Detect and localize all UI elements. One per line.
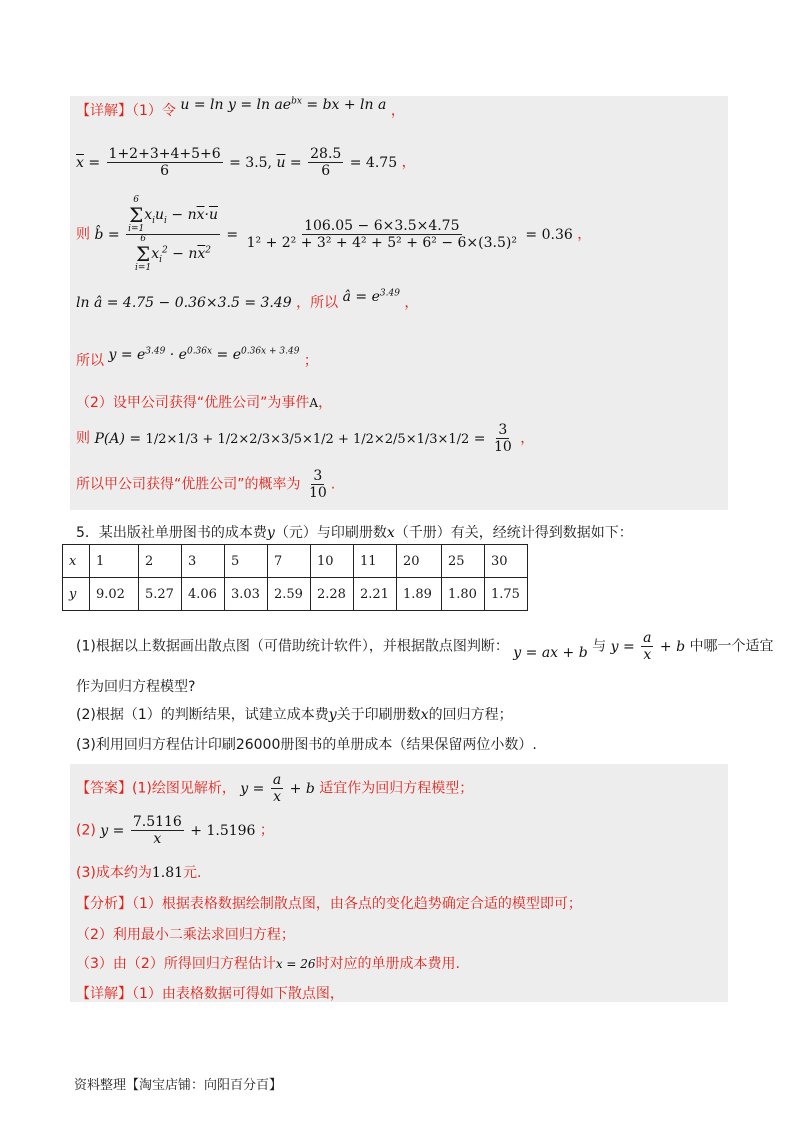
table-cell: 25: [442, 545, 485, 578]
table-cell: 10: [311, 545, 354, 578]
probability-expression: 1/2×1/3 + 1/2×2/3×3/5×1/2 + 1/2×2/5×1/3×1/2: [145, 431, 470, 447]
question-1-cont: [76, 676, 195, 696]
sum-symbol: 6 Σ i=1: [128, 195, 145, 234]
table-cell: 5.27: [139, 578, 182, 611]
solution-line-6: [76, 392, 332, 412]
numerator: a: [643, 630, 652, 646]
table-cell: 3.03: [225, 578, 268, 611]
table-cell: 7: [268, 545, 311, 578]
u-bar: $\overline{u}$: [276, 154, 286, 171]
question-3: [76, 734, 537, 754]
formula-part: u = ln y = ln ae: [180, 97, 292, 113]
fraction: [307, 468, 329, 501]
punct: ；: [303, 353, 318, 369]
formula-sup: 0.36x: [186, 346, 213, 357]
var-x: x: [386, 525, 395, 541]
fraction: [308, 146, 343, 179]
analysis-text: （3）由（2）所得回归方程估计: [76, 956, 276, 972]
table-cell: 9.02: [90, 578, 139, 611]
text-suoyi: 所以: [76, 353, 104, 369]
part2-text: （2）设甲公司获得“优胜公司”为事件: [76, 395, 310, 411]
formula-part: + 1.5196: [185, 822, 256, 839]
denominator: 6: [321, 163, 331, 179]
data-table: [62, 544, 528, 611]
fraction: [492, 422, 514, 455]
answer-text: 适宜作为回归方程模型；: [319, 780, 474, 797]
formula-part: − n: [167, 246, 198, 262]
formula-sup: 3.49: [379, 288, 400, 299]
question-text: (2)根据（1）的判断结果，试建立成本费: [76, 707, 329, 723]
fraction: [107, 146, 223, 179]
table-cell: 1.89: [397, 578, 442, 611]
ln-a-formula: ln â = 4.75 − 0.36×3.5 = 3.49: [76, 295, 292, 311]
formula-sup: 0.36x + 3.49: [241, 346, 300, 357]
solution-line-3: [76, 196, 591, 273]
text-suoyi: ，所以: [296, 295, 339, 311]
solution-line-1: [76, 96, 405, 120]
numerator: 3: [313, 468, 323, 484]
detail-text: 【详解】（1）由表格数据可得如下散点图，: [76, 986, 344, 1002]
answer-text: 元.: [183, 865, 202, 881]
sum-bottom: i=1: [135, 263, 152, 273]
solution-line-4: [76, 288, 419, 312]
analysis-text: 时对应的单册成本费用.: [315, 956, 461, 972]
denominator: 1² + 2² + 3² + 4² + 5² + 6² − 6×(3.5)²: [246, 235, 517, 251]
fraction: [271, 772, 283, 805]
formula-u: [180, 97, 390, 113]
formula-part: y =: [100, 822, 129, 839]
model-inverse: [610, 630, 686, 663]
text-ze: 则: [76, 226, 90, 243]
formula-part: = 3.5,: [224, 154, 277, 171]
detail-2: [76, 983, 344, 1003]
var-y: y: [266, 525, 275, 541]
denominator: x: [643, 647, 652, 663]
formula-part: + b: [285, 780, 315, 797]
denominator: x: [153, 831, 162, 847]
answer-equation: [100, 814, 256, 847]
probability-formula: P(A) = 1/2×1/3 + 1/2×2/3×3/5×1/2 + 1/2×2/5×1/3×1/2 = $\frac{3}{10}$: [94, 422, 512, 455]
statement-part: 5．某出版社单册图书的成本费: [76, 525, 267, 541]
formula-part: = 4.75: [345, 154, 398, 171]
table-cell: 3: [182, 545, 225, 578]
question-text: 中哪一个适宜: [689, 638, 774, 655]
formula-part: u: [155, 207, 165, 223]
formula-part: â = e: [342, 289, 380, 305]
denominator: 10: [308, 485, 327, 501]
fraction: [641, 630, 653, 663]
answer-3: [76, 862, 201, 882]
punct: ，: [577, 226, 592, 243]
question-2: [76, 704, 513, 724]
table-row: [63, 578, 528, 611]
punct: ，: [390, 103, 405, 119]
solution-line-2: [76, 146, 416, 179]
text-ze: 则: [76, 430, 90, 447]
footer: 资料整理【淘宝店铺：向阳百分百】: [74, 1078, 283, 1093]
numerator: 106.05 − 6×3.5×4.75: [304, 218, 460, 234]
formula-sup: 3.49: [145, 346, 166, 357]
numerator: 3: [498, 422, 508, 438]
table-cell: 11: [354, 545, 397, 578]
punct: ，: [401, 154, 416, 171]
answer-tag: 【答案】(1)绘图见解析，: [76, 780, 236, 797]
table-cell: 1: [90, 545, 139, 578]
table-cell: 2.21: [354, 578, 397, 611]
table-cell: 20: [397, 545, 442, 578]
event-A: A: [309, 396, 319, 410]
numerator: a: [272, 772, 282, 788]
formula-part: = 0.36: [520, 226, 573, 243]
formula-part: x: [144, 207, 153, 223]
answer-1: [76, 772, 473, 805]
analysis-2: [76, 924, 295, 944]
table-cell: 2.59: [268, 578, 311, 611]
table-cell: x: [63, 545, 90, 578]
table-cell: 1.80: [442, 578, 485, 611]
fraction: [131, 814, 184, 847]
table-cell: 1.75: [485, 578, 528, 611]
answer-2: [76, 814, 274, 847]
a-hat-formula: [343, 289, 400, 305]
table-cell: y: [63, 578, 90, 611]
punct: .: [330, 476, 336, 493]
table-cell: 30: [485, 545, 528, 578]
formula-part: = bx + ln a: [301, 97, 387, 113]
answer-text: (2): [76, 822, 96, 839]
punct: ，: [520, 430, 535, 447]
table-cell: 2: [139, 545, 182, 578]
regression-formula: [108, 347, 303, 363]
sum-top: 6: [133, 195, 139, 205]
answer-text: ；: [259, 822, 274, 839]
numerator: 28.5: [310, 146, 342, 162]
formula-part: · e: [165, 347, 187, 363]
statement-part: （千册）有关，经统计得到数据如下：: [394, 525, 633, 541]
sum-symbol: 6 Σ i=1: [135, 234, 152, 273]
question-text: (3)利用回归方程估计印刷26000册图书的单册成本（结果保留两位小数）.: [76, 737, 537, 753]
formula-part: P(A) =: [94, 430, 146, 447]
denominator: 6: [160, 163, 170, 179]
table-cell: 5: [225, 545, 268, 578]
fraction: [245, 218, 519, 251]
question-text: 与: [592, 638, 607, 655]
conclusion-text: 所以甲公司获得“优胜公司”的概率为: [76, 476, 301, 493]
x-bar: $\overline{x}$: [76, 154, 84, 171]
analysis-text: 【分析】（1）根据表格数据绘制散点图，由各点的变化趋势确定合适的模型即可；: [76, 896, 582, 912]
question-text: 作为回归方程模型?: [76, 679, 196, 695]
fraction: 6 Σ i=1 $x_iu_i - n\overline{x}\cdot\overline{u}$ 6 Σ i=1 $x_i^2 - n\overline{x}^2$: [128, 195, 218, 273]
b-hat: b̂: [94, 226, 104, 243]
model-linear: y = ax + b: [513, 644, 588, 661]
statement-part: （元）与印刷册数: [274, 525, 387, 541]
formula-part: y = e: [108, 347, 146, 363]
formula-part: y =: [610, 638, 640, 655]
formula-sup: bx: [291, 96, 302, 107]
analysis-3: [76, 953, 460, 973]
formula-part: + b: [655, 638, 686, 655]
solution-line-8: [76, 468, 335, 501]
table-cell: 4.06: [182, 578, 225, 611]
x-value: x = 26: [275, 957, 316, 971]
analysis-1: [76, 893, 582, 913]
formula-part: − n: [166, 207, 197, 223]
question-1: [76, 630, 774, 663]
denominator: 10: [493, 439, 512, 455]
sum-top: 6: [140, 234, 146, 244]
denominator: x: [273, 789, 281, 805]
numerator: 7.5116: [132, 814, 182, 830]
var-x: x: [420, 707, 429, 723]
question-text: 的回归方程；: [428, 707, 513, 723]
question-text: 关于印刷册数: [336, 707, 421, 723]
table-cell: 2.28: [311, 578, 354, 611]
numerator: 1+2+3+4+5+6: [108, 146, 221, 162]
formula-part: y =: [240, 780, 269, 797]
formula-part: = e: [212, 347, 242, 363]
sum-bottom: i=1: [128, 224, 145, 234]
var-y: y: [328, 707, 337, 723]
problem-statement: [76, 522, 633, 542]
solution-line-5: [76, 344, 318, 369]
slope-formula: b̂ = 6 Σ i=1 $x_iu_i - n\overline{x}\cdot\overline{u}$ 6 Σ i=1 $x_i^2 - n\overline{x}^2$ = $\frac{106.05 - 6\times 3.5\times 4.75}{\text{1² + 2² + 3² + 4² + 5² + 6² − 6×(3.5)²}}$ = 0.36: [94, 195, 573, 273]
answer-model: [240, 772, 315, 805]
table-row: [63, 545, 528, 578]
formula-part: x: [151, 246, 160, 262]
analysis-text: （2）利用最小二乘法求回归方程；: [76, 927, 295, 943]
solution-line-7: [76, 422, 534, 455]
question-text: (1)根据以上数据画出散点图（可借助统计软件），并根据散点图判断：: [76, 638, 509, 655]
punct: ，: [318, 395, 333, 411]
answer-text: (3)成本约为: [76, 865, 152, 881]
answer-value: 1.81: [151, 865, 184, 881]
detail-tag: 【详解】（1）令: [76, 103, 176, 119]
mean-formula: $\overline{x}$ = $\frac{1+2+3+4+5+6}{6}$ = 3.5, $\overline{u}$ = $\frac{28.5}{6}$ = 4.75: [76, 146, 398, 179]
punct: ，: [404, 295, 419, 311]
